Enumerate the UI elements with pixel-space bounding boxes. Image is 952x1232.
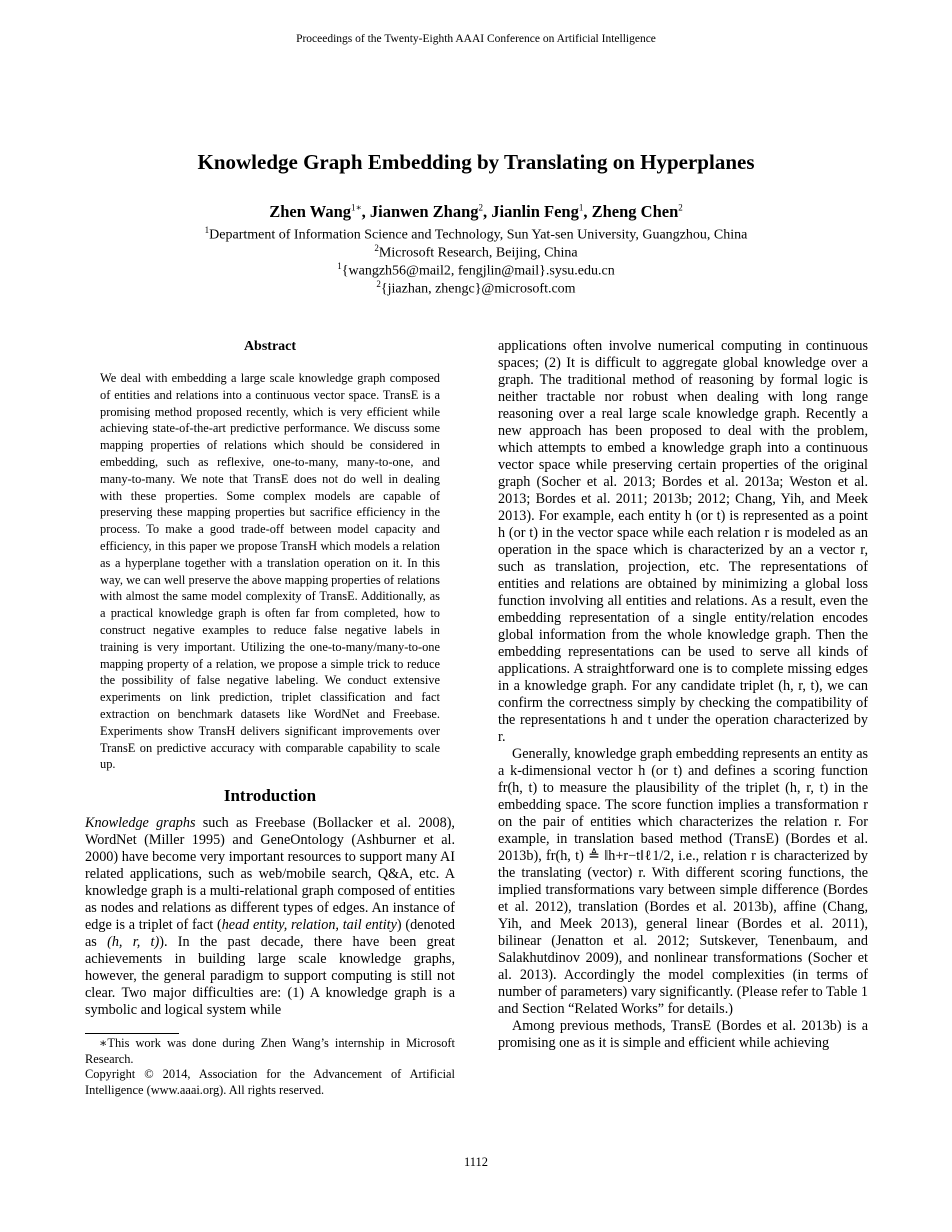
footnotes <box>85 1036 455 1098</box>
affiliation-sup: 1 <box>337 261 342 271</box>
author-sup: 2 <box>678 202 683 213</box>
abstract-body: We deal with embedding a large scale knowledge graph composed of entities and relations into a continuous vector space. TransE is a promising method proposed recently, which is very efficient while achieving state-of-the-art predictive performance. We discuss some mapping properties of relations which should be considered in embedding, such as reflexive, one-to-many, many-to-one, and many-to-many. We note that TransE does not do well in dealing with these properties. Some complex models are capable of preserving these mapping properties but sacrifice efficiency in the process. To make a good trade-off between model capacity and efficiency, in this paper we propose TransH which models a relation as a hyperplane together with a translation operation on it. In this way, we can well preserve the above mapping properties of relations with almost the same model complexity of TransE. Additionally, as a practical knowledge graph is often far from completed, how to construct negative examples to reduce false negative labels in training is very important. Utilizing the one-to-many/many-to-one mapping property of a relation, we propose a simple trick to reduce the possibility of false negative labeling. We conduct extensive experiments on link prediction, triplet classification and fact extraction on benchmark datasets like WordNet and Freebase. Experiments show TransH delivers significant improvements over TransE on predictive accuracy with comparable capability to scale up. <box>100 371 440 772</box>
page-number: 1112 <box>463 1155 489 1169</box>
author-name: Zhen Wang <box>269 202 351 221</box>
paragraph: applications often involve numerical computing in continuous spaces; (2) It is difficult to aggregate global knowledge over a graph. The traditional method of reasoning by formal logic is neither tractable nor robust when dealing with long range reasoning over a real large scale knowledge graph. Recently a new approach has been proposed to deal with the problem, which attempts to embed a knowledge graph into a continuous vector space while preserving certain properties of the original graph (Socher et al. 2013; Bordes et al. 2013a; Weston et al. 2013; Bordes et al. 2011; 2013b; 2012; Chang, Yih, and Meek 2013). For example, each entity h (or t) is represented as a point h (or t) in the vector space while each relation r is modeled as an operation in the space which is characterized by an a vector r, such as translation, projection, etc. The representations of entities and relations are obtained by minimizing a global loss function involving all entities and relations. As a result, even the embedding representation of a single entity/relation encodes global information from the whole knowledge graph. Then the embedding representations can be used to serve all kinds of applications. A straightforward one is to complete missing edges in a knowledge graph. For any candidate triplet (h, r, t), we can confirm the correctness simply by checking the compatibility of the representations h and t under the operation characterized by r. <box>498 338 868 745</box>
copyright-notice: Copyright © 2014, Association for the Advancement of Artificial Intelligence (www.aaai.org). All rights reserved. <box>85 1067 455 1097</box>
email-text: {jiazhan, zhengc}@microsoft.com <box>380 281 576 297</box>
author-sup: 1∗ <box>351 202 362 213</box>
introduction-heading: Introduction <box>223 786 317 805</box>
affiliation-sup: 1 <box>204 225 210 235</box>
author-list: Zhen Wang$^{1∗}$, Jianwen Zhang$^2$, Jianlin Feng$^1$, Zheng Chen$^2$ <box>269 202 683 221</box>
paragraph-text: ) (denoted as <box>85 917 455 950</box>
internship-footnote: ∗This work was done during Zhen Wang’s internship in Microsoft Research. <box>85 1036 455 1066</box>
author-name: Jianlin Feng <box>491 202 579 221</box>
italic-term: Knowledge graphs <box>85 815 196 831</box>
abstract-heading: Abstract <box>243 339 297 354</box>
paragraph: Generally, knowledge graph embedding represents an entity as a k-dimensional vector h (or t) and defines a scoring function fr(h, t) to measure the plausibility of the triplet (h, r, t) in the embedding space. The score function implies a transformation r on the pair of entities which characterizes the relation r. For example, in translation based method (TransE) (Bordes et al. 2013b), fr(h, t) ≜ ‖h+r−t‖ℓ1/2, i.e., relation r is characterized by the translating (vector) r. With different scoring functions, the implied transformations vary between simple difference (Bordes et al. 2012), translation (Bordes et al. 2013b), affine (Chang, Yih, and Meek 2013), general linear (Bordes et al. 2011), bilinear (Jenatton et al. 2012; Sutskever, Tenenbaum, and Salakhutdinov 2009), and nonlinear transformations (Socher et al. 2013). Accordingly the model complexities (in terms of number of parameters) vary significantly. (Please refer to Table 1 and Section “Related Works” for details.) <box>498 746 869 1017</box>
introduction-left-column <box>85 815 455 1019</box>
affiliation-text: Department of Information Science and Technology, Sun Yat-sen University, Guangzhou, China <box>209 227 748 243</box>
math-triplet: (h, r, t) <box>107 934 160 950</box>
affiliation-sup: 2 <box>374 243 379 253</box>
email-text: {wangzh56@mail2, fengjlin@mail}.sysu.edu.cn <box>341 263 615 279</box>
footnote-divider <box>85 1033 179 1034</box>
affiliation-text: Microsoft Research, Beijing, China <box>378 245 578 261</box>
author-name: Zheng Chen <box>591 202 679 221</box>
paragraph-text: ). In the past decade, there have been great achievements in building large scale knowledge graphs, however, the general paradigm to support computing is still not clear. Two major difficulties are: (1) A knowledge graph is a symbolic and logical system while <box>85 934 455 1018</box>
paper-title: Knowledge Graph Embedding by Translating on Hyperplanes <box>197 150 755 174</box>
author-name: Jianwen Zhang <box>369 202 479 221</box>
email-line <box>0 275 952 299</box>
author-sup: 1 <box>578 202 584 213</box>
introduction-right-column <box>498 338 868 1052</box>
author-sup: 2 <box>478 202 484 213</box>
paragraph-text: such as Freebase (Bollacker et al. 2008), WordNet (Miller 1995) and GeneOntology (Ashburner et al. 2000) have become very important resources to support many AI related applications, such as web/mobile search, Q&A, etc. A knowledge graph is a multi-relational graph composed of entities as nodes and relations as different types of edges. An instance of edge is a triplet of fact ( <box>85 815 455 933</box>
paragraph: Among previous methods, TransE (Bordes et al. 2013b) is a promising one as it is simple and efficient while achieving <box>498 1018 868 1051</box>
affiliation-sup: 2 <box>376 279 381 289</box>
running-head: Proceedings of the Twenty-Eighth AAAI Conference on Artificial Intelligence <box>296 33 656 45</box>
italic-term: head entity, relation, tail entity <box>221 917 397 933</box>
